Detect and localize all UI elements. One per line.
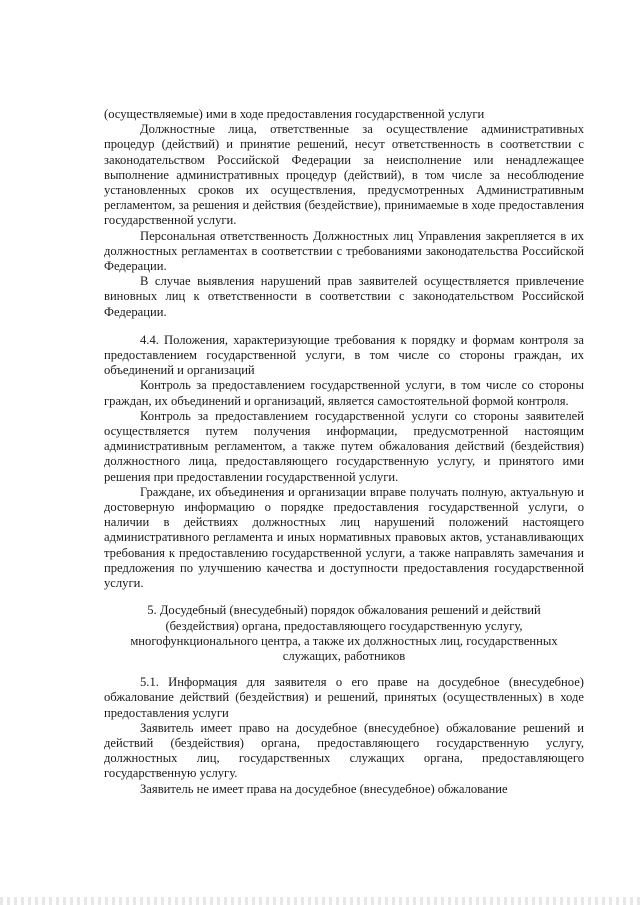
subsection-heading-4-4: 4.4. Положения, характеризующие требования к порядку и формам контроля за предоставлением государственной услуги, в том числе со стороны граждан, их объединений и организаций [104, 332, 584, 378]
paragraph-violations: В случае выявления нарушений прав заявителей осуществляется привлечение виновных лиц к ответственности в соответствии с законодательством Российской Федерации. [104, 274, 584, 319]
paragraph-personal-responsibility: Персональная ответственность Должностных лиц Управления закрепляется в их должностных регламентах в соответствии с требованиями законодательства Российской Федерации. [104, 228, 584, 274]
paragraph-no-appeal-right: Заявитель не имеет права на досудебное (внесудебное) обжалование [140, 781, 508, 796]
paragraph-appeal-right: Заявитель имеет право на досудебное (внесудебное) обжалование решений и действий (бездействия) органа, предоставляющего государственную услугу, должностных лиц, государственных служащих органа, предоставляющего государственную услугу. [104, 720, 584, 781]
subsection-heading-5-1: 5.1. Информация для заявителя о его праве на досудебное (внесудебное) обжалование действий (бездействия) и решений, принятых (осуществленных) в ходе предоставления услуги [104, 675, 584, 720]
paragraph-citizens-rights: Граждане, их объединения и организации вправе получать полную, актуальную и достоверную информацию о порядке предоставления государственной услуги, о наличии в действиях должностных лиц нарушений положений настоящего административного регламента и иных нормативных правовых актов, устанавливающих требования к предоставлению государственной услуги, а также направлять замечания и предложения по улучшению качества и доступности предоставления государственной услуги. [104, 484, 584, 591]
scan-edge-noise [0, 897, 640, 905]
paragraph-official-responsibility: Должностные лица, ответственные за осуществление административных процедур (действий) и принятие решений, несут ответственность в соответствии с законодательством Российской Федерации за неисполнение или ненадлежащее выполнение административных процедур (действий), в том числе за несоблюдение установленных сроков их осуществления, предусмотренных Административным регламентом, за решения и действия (бездействие), принимаемые в ходе предоставления государственной услуги. [104, 122, 584, 228]
section-heading-5: 5. Досудебный (внесудебный) порядок обжалования решений и действий (бездействия) органа, предоставляющего государственную услугу, многофункционального центра, а также их должностных лиц, государственных служащих, работников [130, 603, 558, 663]
paragraph-control-form: Контроль за предоставлением государственной услуги, в том числе со стороны граждан, их объединений и организаций, является самостоятельной формой контроля. [104, 378, 584, 408]
paragraph-continuation: (осуществляемые) ими в ходе предоставления государственной услуги [104, 107, 485, 121]
paragraph-applicant-control: Контроль за предоставлением государственной услуги со стороны заявителей осуществляется путем получения информации, предусмотренной настоящим административным регламентом, а также путем обжалования действий (бездействия) должностного лица, предоставляющего государственную услугу, и принятого ими решения при предоставлении государственной услуги. [104, 408, 584, 484]
